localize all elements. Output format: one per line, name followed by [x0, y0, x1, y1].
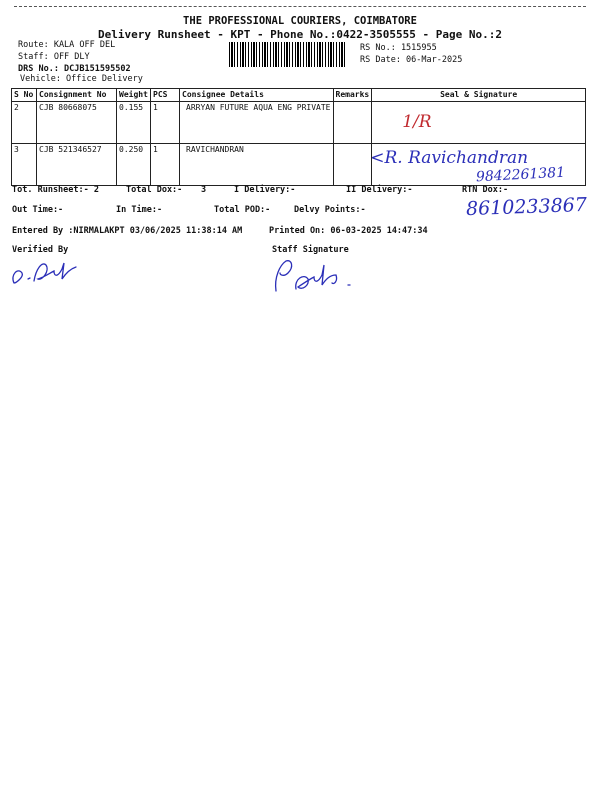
cell-pcs: 1	[151, 102, 180, 144]
route-label: Route: KALA OFF DEL	[18, 40, 116, 50]
cell-consignment: CJB 521346527	[37, 144, 117, 186]
cell-consignee: RAVICHANDRAN	[180, 144, 334, 186]
vehicle-label: Vehicle: Office Delivery	[20, 74, 143, 84]
cell-remarks	[333, 102, 372, 144]
rs-date: RS Date: 06-Mar-2025	[360, 55, 463, 65]
printed-on: Printed On: 06-03-2025 14:47:34	[269, 226, 428, 236]
col-consignee: Consignee Details	[180, 89, 334, 102]
table-row	[12, 102, 586, 144]
rtn-dox-label: RTN Dox:-	[462, 185, 509, 195]
runsheet-subtitle: Delivery Runsheet - KPT - Phone No.:0422-3505555 - Page No.:2	[98, 28, 502, 41]
in-time-label: In Time:-	[116, 205, 163, 215]
table-header-row	[12, 89, 586, 102]
seal-mark-handwritten: 1/R	[402, 112, 432, 132]
delivery-points-label: Delvy Points:-	[294, 205, 366, 215]
company-title: THE PROFESSIONAL COURIERS, COIMBATORE	[183, 15, 417, 27]
drs-number: DRS No.: DCJB151595502	[18, 64, 131, 74]
top-dashed-rule	[14, 6, 586, 7]
cell-weight: 0.155	[117, 102, 151, 144]
col-sno: S No	[12, 89, 37, 102]
cell-seal	[372, 102, 586, 144]
total-pod-label: Total POD:-	[214, 205, 271, 215]
col-remarks: Remarks	[333, 89, 372, 102]
cell-consignment: CJB 80668075	[37, 102, 117, 144]
verified-by-signature	[8, 255, 88, 289]
total-runsheet: Tot. Runsheet:- 2	[12, 185, 99, 195]
entered-by: Entered By :NIRMALAKPT 03/06/2025 11:38:14 AM	[12, 226, 243, 236]
verified-by-label: Verified By	[12, 245, 69, 255]
total-dox-value: 3	[201, 185, 207, 195]
staff-signature	[264, 255, 364, 297]
cell-remarks	[333, 144, 372, 186]
handwritten-phone-1: 9842261381	[475, 164, 566, 186]
col-seal-signature: Seal & Signature	[372, 89, 586, 102]
out-time-label: Out Time:-	[12, 205, 64, 215]
col-consignment: Consignment No	[37, 89, 117, 102]
cell-sno: 3	[12, 144, 37, 186]
cell-pcs: 1	[151, 144, 180, 186]
ii-delivery-label: II Delivery:-	[346, 185, 413, 195]
col-weight: Weight	[117, 89, 151, 102]
barcode	[229, 42, 345, 67]
cell-sno: 2	[12, 102, 37, 144]
col-pcs: PCS	[151, 89, 180, 102]
handwritten-phone-2: 8610233867	[465, 193, 588, 221]
cell-weight: 0.250	[117, 144, 151, 186]
i-delivery-label: I Delivery:-	[234, 185, 296, 195]
total-dox-label: Total Dox:-	[126, 185, 183, 195]
staff-signature-label: Staff Signature	[272, 245, 349, 255]
consignee-signature-handwritten: <R. Ravichandran	[370, 148, 529, 168]
cell-consignee: ARRYAN FUTURE AQUA ENG PRIVATE	[180, 102, 334, 144]
rs-number: RS No.: 1515955	[360, 43, 437, 53]
staff-label: Staff: OFF DLY	[18, 52, 90, 62]
